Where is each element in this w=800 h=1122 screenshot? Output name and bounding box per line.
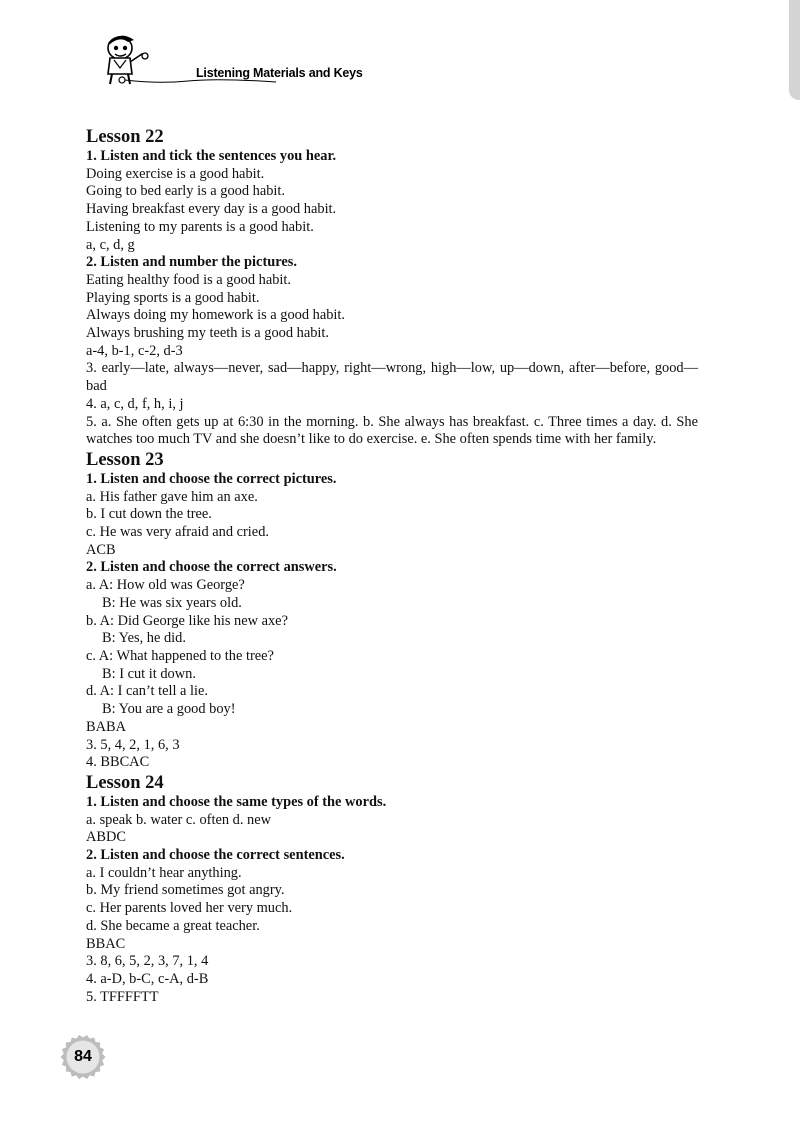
lesson-title: Lesson 23: [86, 449, 164, 470]
lesson-title: Lesson 22: [86, 127, 164, 147]
answer-line: Always brushing my teeth is a good habit.: [86, 325, 330, 342]
answer-line: Doing exercise is a good habit.: [86, 165, 265, 182]
answer-line: c. A: What happened to the tree?: [86, 647, 274, 664]
answer-line: d. She became a great teacher.: [86, 917, 260, 934]
lesson-title: Lesson 24: [86, 772, 164, 793]
page-number-badge: [60, 1034, 106, 1080]
answer-line: a, c, d, g: [86, 236, 135, 253]
answer-line: B: You are a good boy!: [102, 701, 236, 718]
answer-line: a. speak b. water c. often d. new: [86, 811, 272, 828]
answer-line: 5. a. She often gets up at 6:30 in the morning. b. She always has breakfast. c. Three times a day. d. She watches too much TV and she doesn’t like to do exercise. e. She often spends time with her family.: [86, 413, 698, 448]
answer-line: b. My friend sometimes got angry.: [86, 882, 285, 899]
exercise-heading: 1. Listen and tick the sentences you hear.: [86, 148, 337, 164]
exercise-heading: 1. Listen and choose the same types of the words.: [86, 793, 387, 810]
answer-line: a. His father gave him an axe.: [86, 488, 258, 505]
answer-line: c. Her parents loved her very much.: [86, 900, 293, 917]
answer-line: 3. 5, 4, 2, 1, 6, 3: [86, 736, 180, 753]
answer-line: B: Yes, he did.: [102, 630, 186, 647]
answer-line: Listening to my parents is a good habit.: [86, 218, 314, 235]
answer-line: 3. early—late, always—never, sad—happy, right—wrong, high—low, up—down, after—before, good—bad: [86, 360, 698, 395]
answer-line: b. A: Did George like his new axe?: [86, 612, 288, 629]
page-header: [84, 28, 764, 88]
exercise-heading: 2. Listen and number the pictures.: [86, 254, 297, 271]
answer-line: ACB: [86, 541, 116, 558]
answer-line: B: I cut it down.: [102, 665, 196, 682]
answer-line: Always doing my homework is a good habit.: [86, 307, 346, 324]
answer-line: 4. a-D, b-C, c-A, d-B: [86, 970, 209, 987]
answer-line: BBAC: [86, 935, 126, 952]
page-number: 84: [74, 1048, 92, 1065]
answer-line: B: He was six years old.: [102, 594, 242, 611]
answer-line: 5. TFFFFTT: [86, 988, 159, 1005]
answer-line: a. I couldn’t hear anything.: [86, 864, 242, 881]
answer-line: ABDC: [86, 829, 126, 846]
answer-line: c. He was very afraid and cried.: [86, 524, 269, 541]
exercise-heading: 2. Listen and choose the correct answers.: [86, 559, 337, 576]
answer-line: Playing sports is a good habit.: [86, 289, 260, 306]
answer-line: BABA: [86, 718, 126, 735]
answer-line: Eating healthy food is a good habit.: [86, 271, 292, 288]
header-label: Listening Materials and Keys: [196, 66, 363, 80]
answer-line: a. A: How old was George?: [86, 577, 245, 594]
answer-line: d. A: I can’t tell a lie.: [86, 683, 209, 700]
side-tab: [789, 0, 800, 100]
answer-line: 4. BBCAC: [86, 754, 150, 771]
answer-line: Having breakfast every day is a good habit.: [86, 201, 337, 218]
answer-line: Going to bed early is a good habit.: [86, 183, 286, 200]
answer-line: a-4, b-1, c-2, d-3: [86, 342, 183, 359]
answer-line: 3. 8, 6, 5, 2, 3, 7, 1, 4: [86, 953, 209, 970]
answer-line: 4. a, c, d, f, h, i, j: [86, 395, 184, 412]
exercise-heading: 1. Listen and choose the correct pictures.: [86, 470, 337, 487]
answer-line: b. I cut down the tree.: [86, 506, 212, 523]
answer-key-content: [86, 126, 698, 1006]
exercise-heading: 2. Listen and choose the correct sentences.: [86, 847, 345, 864]
